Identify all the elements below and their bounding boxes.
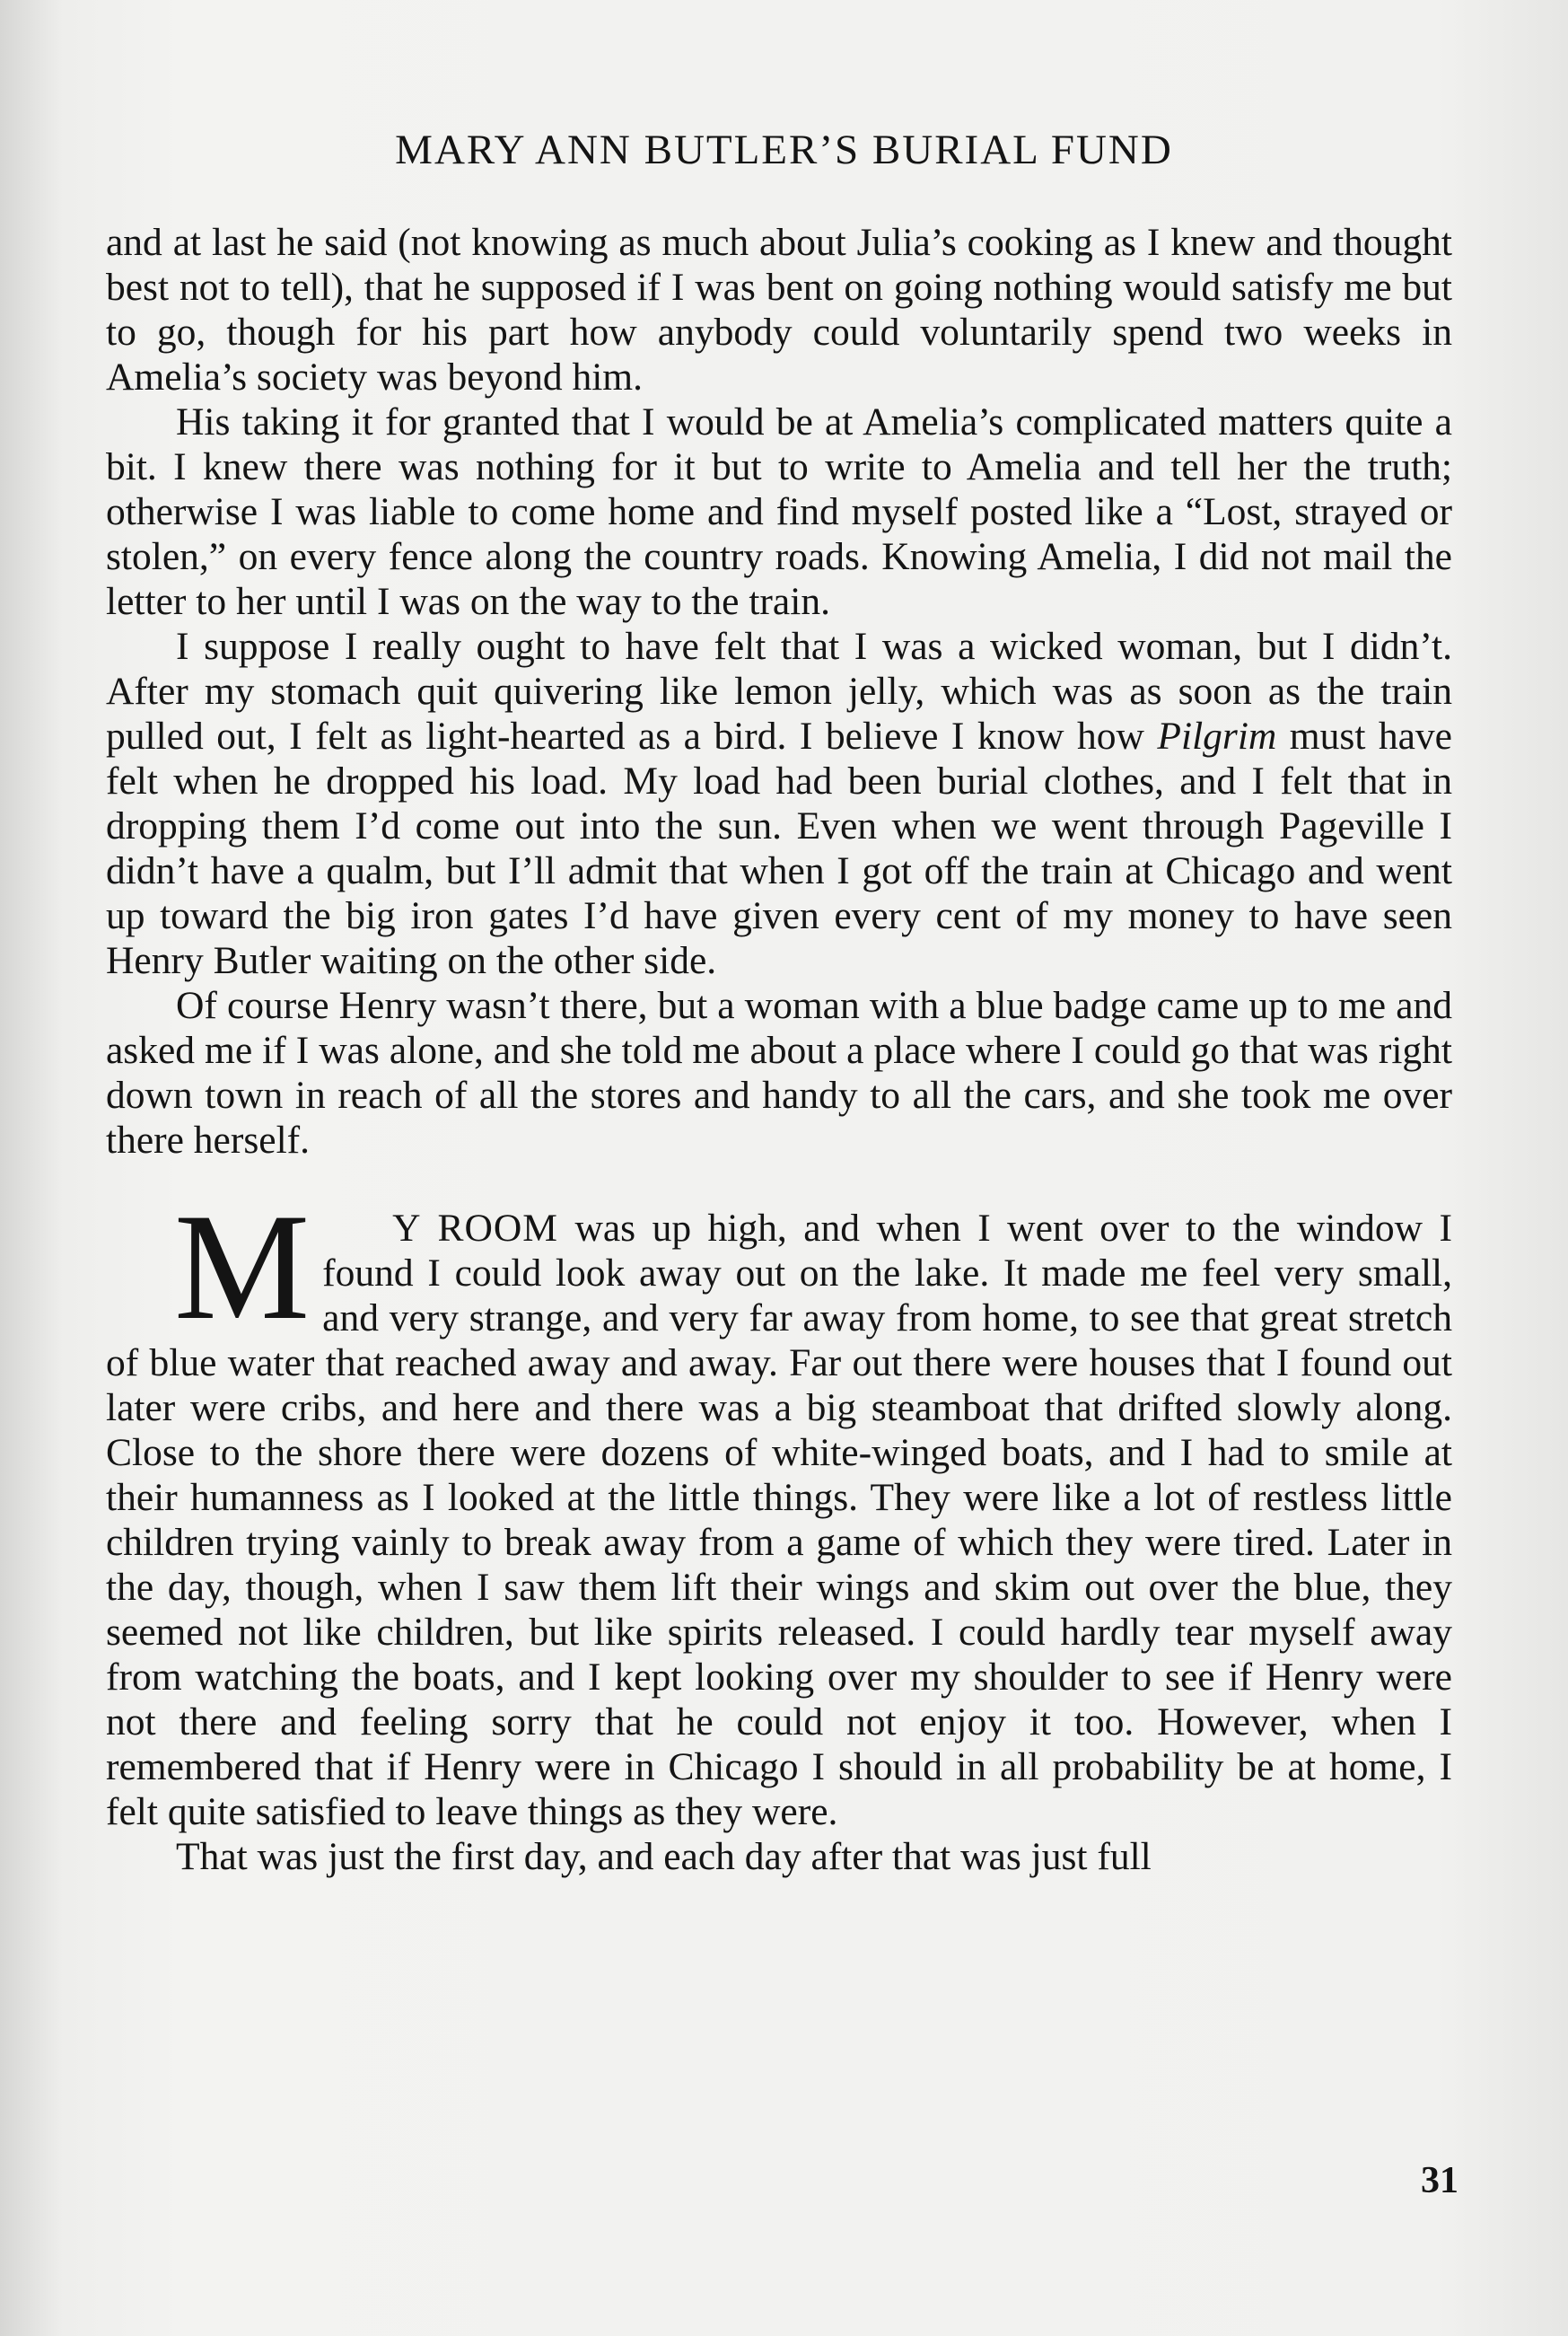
italic-title: Pilgrim [1157, 715, 1277, 758]
paragraph-pilgrim [106, 624, 1452, 983]
page-number: 31 [1421, 2160, 1459, 2201]
small-caps-lead: Y ROOM [392, 1207, 558, 1250]
paragraph: That was just the first day, and each day after that was just full [176, 1835, 1152, 1878]
paragraph: His taking it for granted that I would be at Amelia’s complicated matters quite a bit. I knew there was nothing for it but to write to Amelia and tell her the truth; otherwise I was liable to come home and find myself posted like a “Lost, strayed or stolen,” on every fence along the country roads. Knowing Amelia, I did not mail the letter to her until I was on the way to the train. [106, 400, 1452, 623]
body-text [106, 220, 1452, 1879]
paragraph: Of course Henry wasn’t there, but a woman with a blue badge came up to me and asked me if I was alone, and she told me about a place where I could go that was right down town in reach of all the stores and handy to all the cars, and she took me over there herself. [106, 984, 1452, 1162]
running-head: MARY ANN BUTLER’S BURIAL FUND [395, 127, 1173, 173]
paragraph-text: I suppose I really ought to have felt that I was a wicked woman, but I didn’t. After my stomach quit quivering like lemon jelly, which was as soon as the train pulled out, I felt as light-hearted as a bird. I believe I know how [106, 625, 1452, 758]
paragraph-text: must have felt when he dropped his load. My load had been burial clothes, and I felt that in dropping them I’d come out into the sun. Even when we went through Pageville I didn’t have a qualm, but I’ll admit that when I got off the train at Chicago and went up toward the big iron gates I’d have given every cent of my money to have seen Henry Butler waiting on the other side. [106, 715, 1452, 982]
section-opening-paragraph [106, 1182, 1452, 1834]
paragraph-continued: and at last he said (not knowing as much about Julia’s cooking as I knew and thought best not to tell), that he supposed if I was bent on going nothing would satisfy me but to go, though for his part how anybody could voluntarily spend two weeks in Amelia’s society was beyond him. [106, 221, 1452, 399]
paragraph-text: was up high, and when I went over to the window I found I could look away out on the lake. It made me feel very small, and very strange, and very far away from home, to see that great stretch of blue water that reached away and away. Far out there were houses that I found out later were cribs, and here and there was a big steamboat that drifted slowly along. Close to the shore there were dozens of white-winged boats, and I had to smile at their humanness as I looked at the little things. They were like a lot of restless little children trying vainly to break away from a game of which they were tired. Later in the day, though, when I saw them lift their wings and skim out over the blue, they seemed not like children, but like spirits released. I could hardly tear myself away from watching the boats, and I kept looking over my shoulder to see if Henry were not there and feeling sorry that he could not enjoy it too. However, when I remembered that if Henry were in Chicago I should in all probability be at home, I felt quite satisfied to leave things as they were. [106, 1207, 1452, 1833]
drop-cap: M [174, 1182, 311, 1351]
